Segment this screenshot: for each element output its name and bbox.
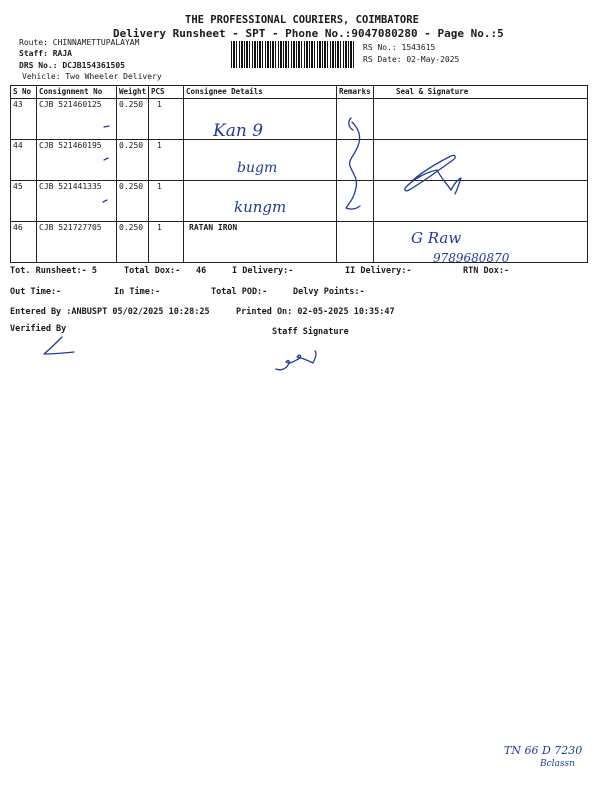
handwritten-name-row45: kungm <box>234 198 287 216</box>
weight-cell: 0.250 <box>117 140 149 181</box>
delvy-points: Delvy Points:- <box>293 287 365 297</box>
out-time: Out Time:- <box>10 287 62 297</box>
corner-note-line1: TN 66 D 7230 <box>504 744 583 757</box>
corner-note-line2: Bclassn <box>540 759 575 769</box>
total-dox-label: Total Dox:- <box>124 266 181 276</box>
consignee-cell: RATAN IRON <box>184 222 337 263</box>
rs-no-label: RS No.: <box>363 43 397 52</box>
tot-runsheet: Tot. Runsheet:- 5 <box>10 266 97 276</box>
consignment-cell: CJB 521460195 <box>37 140 117 181</box>
column-header: Remarks <box>337 86 374 99</box>
rs-no-value: 1543615 <box>401 43 436 52</box>
column-header: PCS <box>149 86 184 99</box>
rs-date-label: RS Date: <box>363 55 402 64</box>
column-header: Weight <box>117 86 149 99</box>
consignment-cell: CJB 521460125 <box>37 99 117 140</box>
consignment-cell: CJB 521441335 <box>37 181 117 222</box>
in-time: In Time:- <box>114 287 161 297</box>
staff-signature-scribble <box>276 351 316 370</box>
tick-mark <box>103 200 107 202</box>
verified-by: Verified By <box>10 324 67 334</box>
total-pod: Total POD:- <box>211 287 268 297</box>
column-header: Consignment No <box>37 86 117 99</box>
route-label: Route: <box>19 38 48 47</box>
pcs-cell: 1 <box>149 99 184 140</box>
column-header: Consignee Details <box>184 86 337 99</box>
weight-cell: 0.250 <box>117 222 149 263</box>
consignment-cell: CJB 521727705 <box>37 222 117 263</box>
total-dox-value: 46 <box>196 266 207 276</box>
staff-label: Staff: <box>19 49 48 58</box>
entered-by: Entered By :ANBUSPT 05/02/2025 10:28:25 <box>10 307 210 317</box>
handwritten-receiver-phone: 9789680870 <box>433 251 510 265</box>
tick-mark <box>104 126 109 127</box>
rtn-dox: RTN Dox:- <box>463 266 510 276</box>
pcs-cell: 1 <box>149 222 184 263</box>
column-header: S No <box>11 86 37 99</box>
sno-cell: 43 <box>11 99 37 140</box>
pcs-cell: 1 <box>149 181 184 222</box>
handwritten-name-row44: bugm <box>237 160 278 176</box>
weight-cell: 0.250 <box>117 181 149 222</box>
vehicle-label: Vehicle: <box>22 72 61 81</box>
staff-signature-label: Staff Signature <box>272 327 349 337</box>
signature-scribble <box>405 155 461 194</box>
handwritten-receiver-name: G Raw <box>411 229 462 247</box>
handwritten-name-row43: Kan 9 <box>213 121 264 141</box>
weight-cell: 0.250 <box>117 99 149 140</box>
column-header: Seal & Signature <box>374 86 588 99</box>
company-title: THE PROFESSIONAL COURIERS, COIMBATORE <box>185 14 419 26</box>
verified-signature <box>44 337 74 354</box>
sno-cell: 44 <box>11 140 37 181</box>
pcs-cell: 1 <box>149 140 184 181</box>
rs-date-value: 02-May-2025 <box>406 55 460 64</box>
ii-delivery: II Delivery:- <box>345 266 412 276</box>
sno-cell: 46 <box>11 222 37 263</box>
route-value: CHINNAMETTUPALAYAM <box>52 38 140 47</box>
drs-value: DCJB154361505 <box>62 61 125 70</box>
sno-cell: 45 <box>11 181 37 222</box>
vehicle-value: Two Wheeler Delivery <box>65 72 162 81</box>
drs-label: DRS No.: <box>19 61 58 70</box>
tick-mark <box>104 158 108 160</box>
remarks-bracket <box>346 118 360 209</box>
staff-value: RAJA <box>52 49 72 58</box>
runsheet-subtitle: Delivery Runsheet - SPT - Phone No.:9047080280 - Page No.:5 <box>113 27 504 40</box>
printed-on: Printed On: 02-05-2025 10:35:47 <box>236 307 395 317</box>
i-delivery: I Delivery:- <box>232 266 294 276</box>
